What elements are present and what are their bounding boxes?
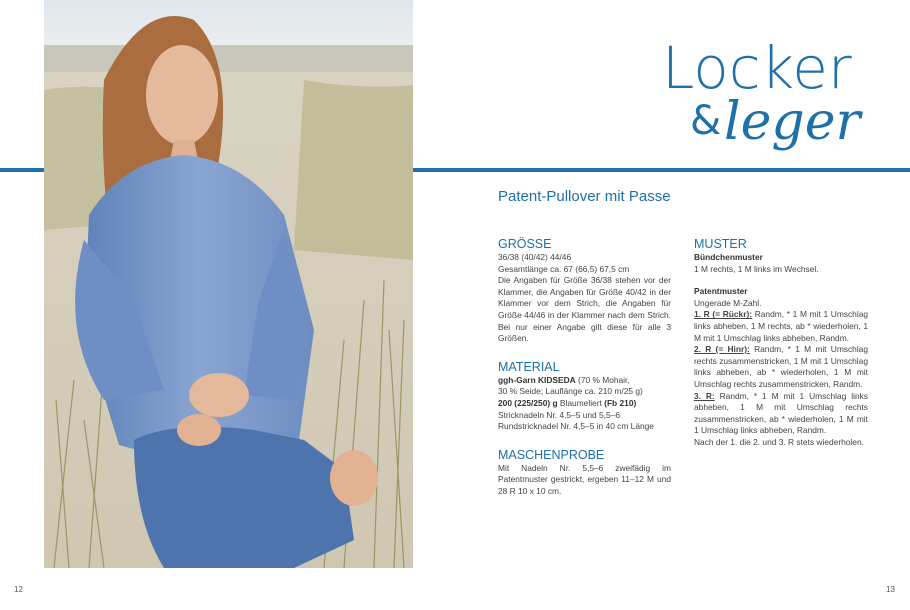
- blue-rule-left: [0, 168, 44, 172]
- yarn-comp2: 30 % Seide; Lauflänge ca. 210 m/25 g): [498, 386, 643, 397]
- section-material: [498, 359, 671, 433]
- length-text: Gesamtlänge ca. 67 (66,5) 67,5 cm: [498, 263, 630, 274]
- column-right: [694, 236, 868, 449]
- column-left: [498, 236, 671, 512]
- size-note: Die Angaben für Größe 36/38 stehen vor der Klammer, die Angaben für Größe 40/42 in der Klammer vor dem Strich, die Angaben für Größe 44/46 in der Klammer nach dem Strich. Bei nur einer Angabe gilt diese für alle 3 Größen.: [498, 275, 671, 344]
- yarn-color-code: (Fb 210): [604, 397, 637, 408]
- section-maschenprobe: [498, 447, 671, 498]
- model-photo: [44, 0, 413, 568]
- page-number-left: 12: [14, 585, 23, 594]
- headline-locker: Locker: [662, 34, 852, 102]
- yarn-comp: (70 % Mohair,: [575, 374, 630, 385]
- patent-text: Ungerade M-Zahl.: [694, 297, 762, 308]
- buendchen-text: 1 M rechts, 1 M links im Wechsel.: [694, 263, 819, 274]
- yarn-amount: 200 (225/250) g: [498, 397, 558, 408]
- page-number-right: 13: [886, 585, 895, 594]
- headline-leger: leger: [724, 92, 861, 152]
- heading-groesse: GRÖSSE: [498, 237, 552, 251]
- needles-2: Rundstricknadel Nr. 4,5–5 in 40 cm Länge: [498, 421, 654, 432]
- row1-text: Randm, * 1 M mit 1 Umschlag links abheben, 1 M rechts, ab * wiederholen, 1 M mit 1 Umschlag links abheben, Randm.: [694, 309, 869, 343]
- pattern-title: Patent-Pullover mit Passe: [498, 188, 671, 205]
- gauge-text: Mit Nadeln Nr. 5,5–6 zweifädig im Patentmuster gestrickt, ergeben 11–12 M und 28 R 10 x 10 cm.: [498, 462, 671, 496]
- row1-label: 1. R (= Rückr):: [694, 309, 753, 320]
- heading-muster: MUSTER: [694, 237, 747, 251]
- row3-text: Randm, * 1 M mit 1 Umschlag links abheben, 1 M mit Umschlag rechts zusammenstricken, ab * wiederholen, 1 M mit 1 Umschlag links abheben, Randm.: [694, 390, 868, 436]
- patent-title: Patentmuster: [694, 286, 748, 297]
- headline-ampersand: &: [690, 98, 722, 144]
- headline: [662, 34, 892, 152]
- needles-1: Stricknadeln Nr. 4,5–5 und 5,5–6: [498, 409, 620, 420]
- sizes-text: 36/38 (40/42) 44/46: [498, 252, 572, 262]
- repeat-note: Nach der 1. die 2. und 3. R stets wiederholen.: [694, 436, 864, 447]
- buendchen-title: Bündchenmuster: [694, 252, 763, 262]
- heading-maschenprobe: MASCHENPROBE: [498, 447, 605, 462]
- yarn-color: Blaumeliert: [557, 397, 605, 408]
- row2-text: Randm, * 1 M mit Umschlag rechts zusammenstricken, 1 M mit 1 Umschlag links abheben, ab * wiederholen, 1 M mit Umschlag rechts zusammenstricken, Randm.: [694, 344, 868, 389]
- row2-label: 2. R (= Hinr):: [694, 344, 750, 355]
- blue-rule-right: [413, 168, 910, 172]
- yarn-name: ggh-Garn KIDSEDA: [498, 374, 576, 385]
- heading-material: MATERIAL: [498, 359, 560, 374]
- row3-label: 3. R:: [694, 390, 715, 401]
- section-groesse: [498, 236, 671, 345]
